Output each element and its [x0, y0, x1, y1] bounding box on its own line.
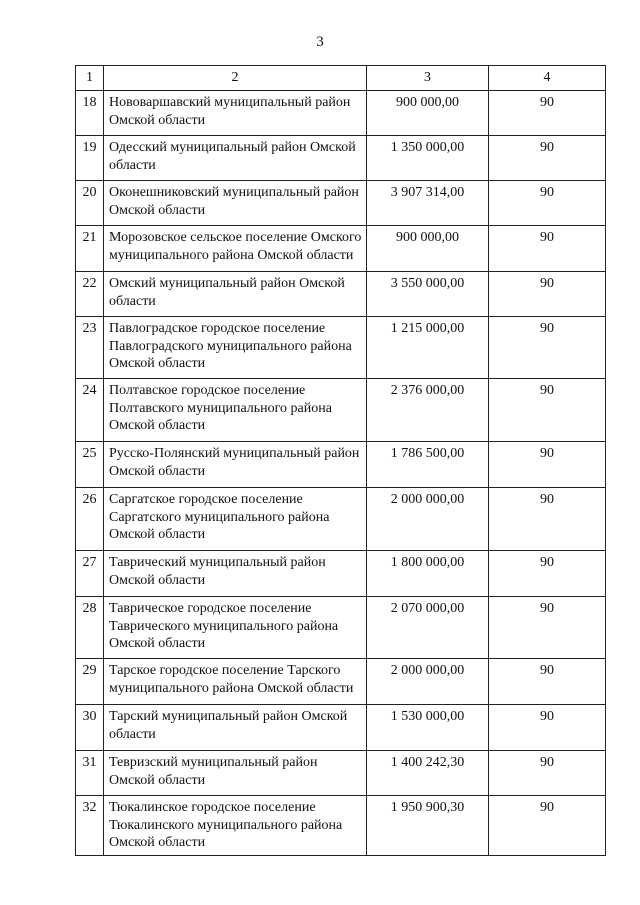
- percent-value: 90: [489, 317, 606, 379]
- municipality-name-line: Омской области: [109, 112, 206, 128]
- percent-value: 90: [489, 91, 606, 136]
- municipality-name: [104, 488, 367, 551]
- amount-value: 1 950 900,30: [367, 796, 489, 856]
- municipality-name: [104, 226, 367, 272]
- municipality-name-line: Морозовское сельское поселение Омского: [109, 230, 362, 245]
- amount-value: 900 000,00: [367, 91, 489, 136]
- table-row: [76, 226, 606, 272]
- table-header-row: [76, 66, 606, 91]
- municipality-name-line: муниципального района Омской области: [109, 680, 354, 696]
- percent-value: 90: [489, 442, 606, 488]
- municipality-name-line: Саргатского муниципального района: [109, 509, 330, 525]
- table-row: [76, 659, 606, 705]
- header-col-2: 2: [104, 66, 367, 91]
- row-number: 28: [76, 597, 104, 659]
- table-row: [76, 551, 606, 597]
- municipality-name-line: Таврического муниципального района: [109, 618, 339, 634]
- amount-value: 2 000 000,00: [367, 659, 489, 705]
- table-row: [76, 136, 606, 181]
- row-number: 22: [76, 272, 104, 317]
- municipality-name-line: Омский муниципальный район Омской: [109, 276, 345, 291]
- header-col-1: 1: [76, 66, 104, 91]
- page-number: 3: [316, 34, 324, 50]
- municipality-name-line: Полтавского муниципального района: [109, 400, 332, 416]
- municipality-name-line: Омской области: [109, 835, 206, 850]
- municipality-name-line: Тюкалинского муниципального района: [109, 817, 343, 833]
- table-row: [76, 705, 606, 751]
- percent-value: 90: [489, 751, 606, 796]
- amount-value: 1 530 000,00: [367, 705, 489, 751]
- percent-value: 90: [489, 181, 606, 226]
- amount-value: 2 000 000,00: [367, 488, 489, 551]
- row-number: 32: [76, 796, 104, 856]
- table-row: [76, 272, 606, 317]
- municipality-name-line: Одесский муниципальный район Омской: [109, 140, 356, 155]
- amount-value: 900 000,00: [367, 226, 489, 272]
- header-col-3: 3: [367, 66, 489, 91]
- percent-value: 90: [489, 379, 606, 442]
- amount-value: 2 376 000,00: [367, 379, 489, 442]
- municipality-name: [104, 751, 367, 796]
- municipality-name-line: Омской области: [109, 636, 206, 651]
- municipality-name: [104, 272, 367, 317]
- allocation-table: [75, 65, 606, 856]
- row-number: 25: [76, 442, 104, 488]
- municipality-name: [104, 91, 367, 136]
- amount-value: 1 350 000,00: [367, 136, 489, 181]
- municipality-name-line: Павлоградского муниципального района: [109, 338, 352, 354]
- municipality-name-line: Таврическое городское поселение: [109, 601, 312, 616]
- municipality-name: [104, 317, 367, 379]
- amount-value: 1 786 500,00: [367, 442, 489, 488]
- municipality-name-line: области: [109, 157, 156, 173]
- table-row: [76, 796, 606, 856]
- table-row: [76, 379, 606, 442]
- percent-value: 90: [489, 136, 606, 181]
- municipality-name-line: Полтавское городское поселение: [109, 383, 306, 398]
- municipality-name: [104, 705, 367, 751]
- amount-value: 3 907 314,00: [367, 181, 489, 226]
- amount-value: 1 800 000,00: [367, 551, 489, 597]
- municipality-name: [104, 551, 367, 597]
- row-number: 23: [76, 317, 104, 379]
- municipality-name: [104, 442, 367, 488]
- municipality-name-line: Русско-Полянский муниципальный район: [109, 446, 360, 461]
- row-number: 21: [76, 226, 104, 272]
- percent-value: 90: [489, 659, 606, 705]
- municipality-name-line: Омской области: [109, 202, 206, 218]
- municipality-name: [104, 597, 367, 659]
- municipality-name-line: Омской области: [109, 772, 206, 788]
- row-number: 18: [76, 91, 104, 136]
- municipality-name-line: Омской области: [109, 418, 206, 433]
- municipality-name-line: Омской области: [109, 572, 206, 588]
- percent-value: 90: [489, 226, 606, 272]
- table-row: [76, 317, 606, 379]
- municipality-name-line: Павлоградское городское поселение: [109, 321, 326, 336]
- municipality-name-line: Тарское городское поселение Тарского: [109, 663, 341, 678]
- municipality-name: [104, 181, 367, 226]
- amount-value: 3 550 000,00: [367, 272, 489, 317]
- table-body: [76, 66, 606, 856]
- municipality-name: [104, 379, 367, 442]
- table-row: [76, 91, 606, 136]
- table-row: [76, 751, 606, 796]
- municipality-name-line: Нововаршавский муниципальный район: [109, 95, 351, 110]
- amount-value: 1 215 000,00: [367, 317, 489, 379]
- row-number: 26: [76, 488, 104, 551]
- municipality-name-line: Омской области: [109, 527, 206, 542]
- row-number: 27: [76, 551, 104, 597]
- table-row: [76, 442, 606, 488]
- percent-value: 90: [489, 551, 606, 597]
- row-number: 24: [76, 379, 104, 442]
- row-number: 29: [76, 659, 104, 705]
- municipality-name-line: муниципального района Омской области: [109, 247, 354, 263]
- municipality-name-line: Оконешниковский муниципальный район: [109, 185, 359, 200]
- amount-value: 1 400 242,30: [367, 751, 489, 796]
- municipality-name: [104, 136, 367, 181]
- percent-value: 90: [489, 272, 606, 317]
- municipality-name-line: Тарский муниципальный район Омской: [109, 709, 348, 724]
- row-number: 19: [76, 136, 104, 181]
- municipality-name-line: Саргатское городское поселение: [109, 492, 303, 507]
- percent-value: 90: [489, 705, 606, 751]
- municipality-name-line: Тюкалинское городское поселение: [109, 800, 316, 815]
- percent-value: 90: [489, 488, 606, 551]
- percent-value: 90: [489, 597, 606, 659]
- row-number: 31: [76, 751, 104, 796]
- municipality-name-line: области: [109, 293, 156, 309]
- row-number: 30: [76, 705, 104, 751]
- table-row: [76, 597, 606, 659]
- municipality-name: [104, 659, 367, 705]
- municipality-name-line: Омской области: [109, 463, 206, 479]
- table-row: [76, 488, 606, 551]
- municipality-name-line: Омской области: [109, 356, 206, 371]
- municipality-name-line: области: [109, 726, 156, 742]
- municipality-name-line: Тевризский муниципальный район: [109, 755, 318, 770]
- percent-value: 90: [489, 796, 606, 856]
- amount-value: 2 070 000,00: [367, 597, 489, 659]
- municipality-name-line: Таврический муниципальный район: [109, 555, 326, 570]
- row-number: 20: [76, 181, 104, 226]
- table-row: [76, 181, 606, 226]
- municipality-name: [104, 796, 367, 856]
- header-col-4: 4: [489, 66, 606, 91]
